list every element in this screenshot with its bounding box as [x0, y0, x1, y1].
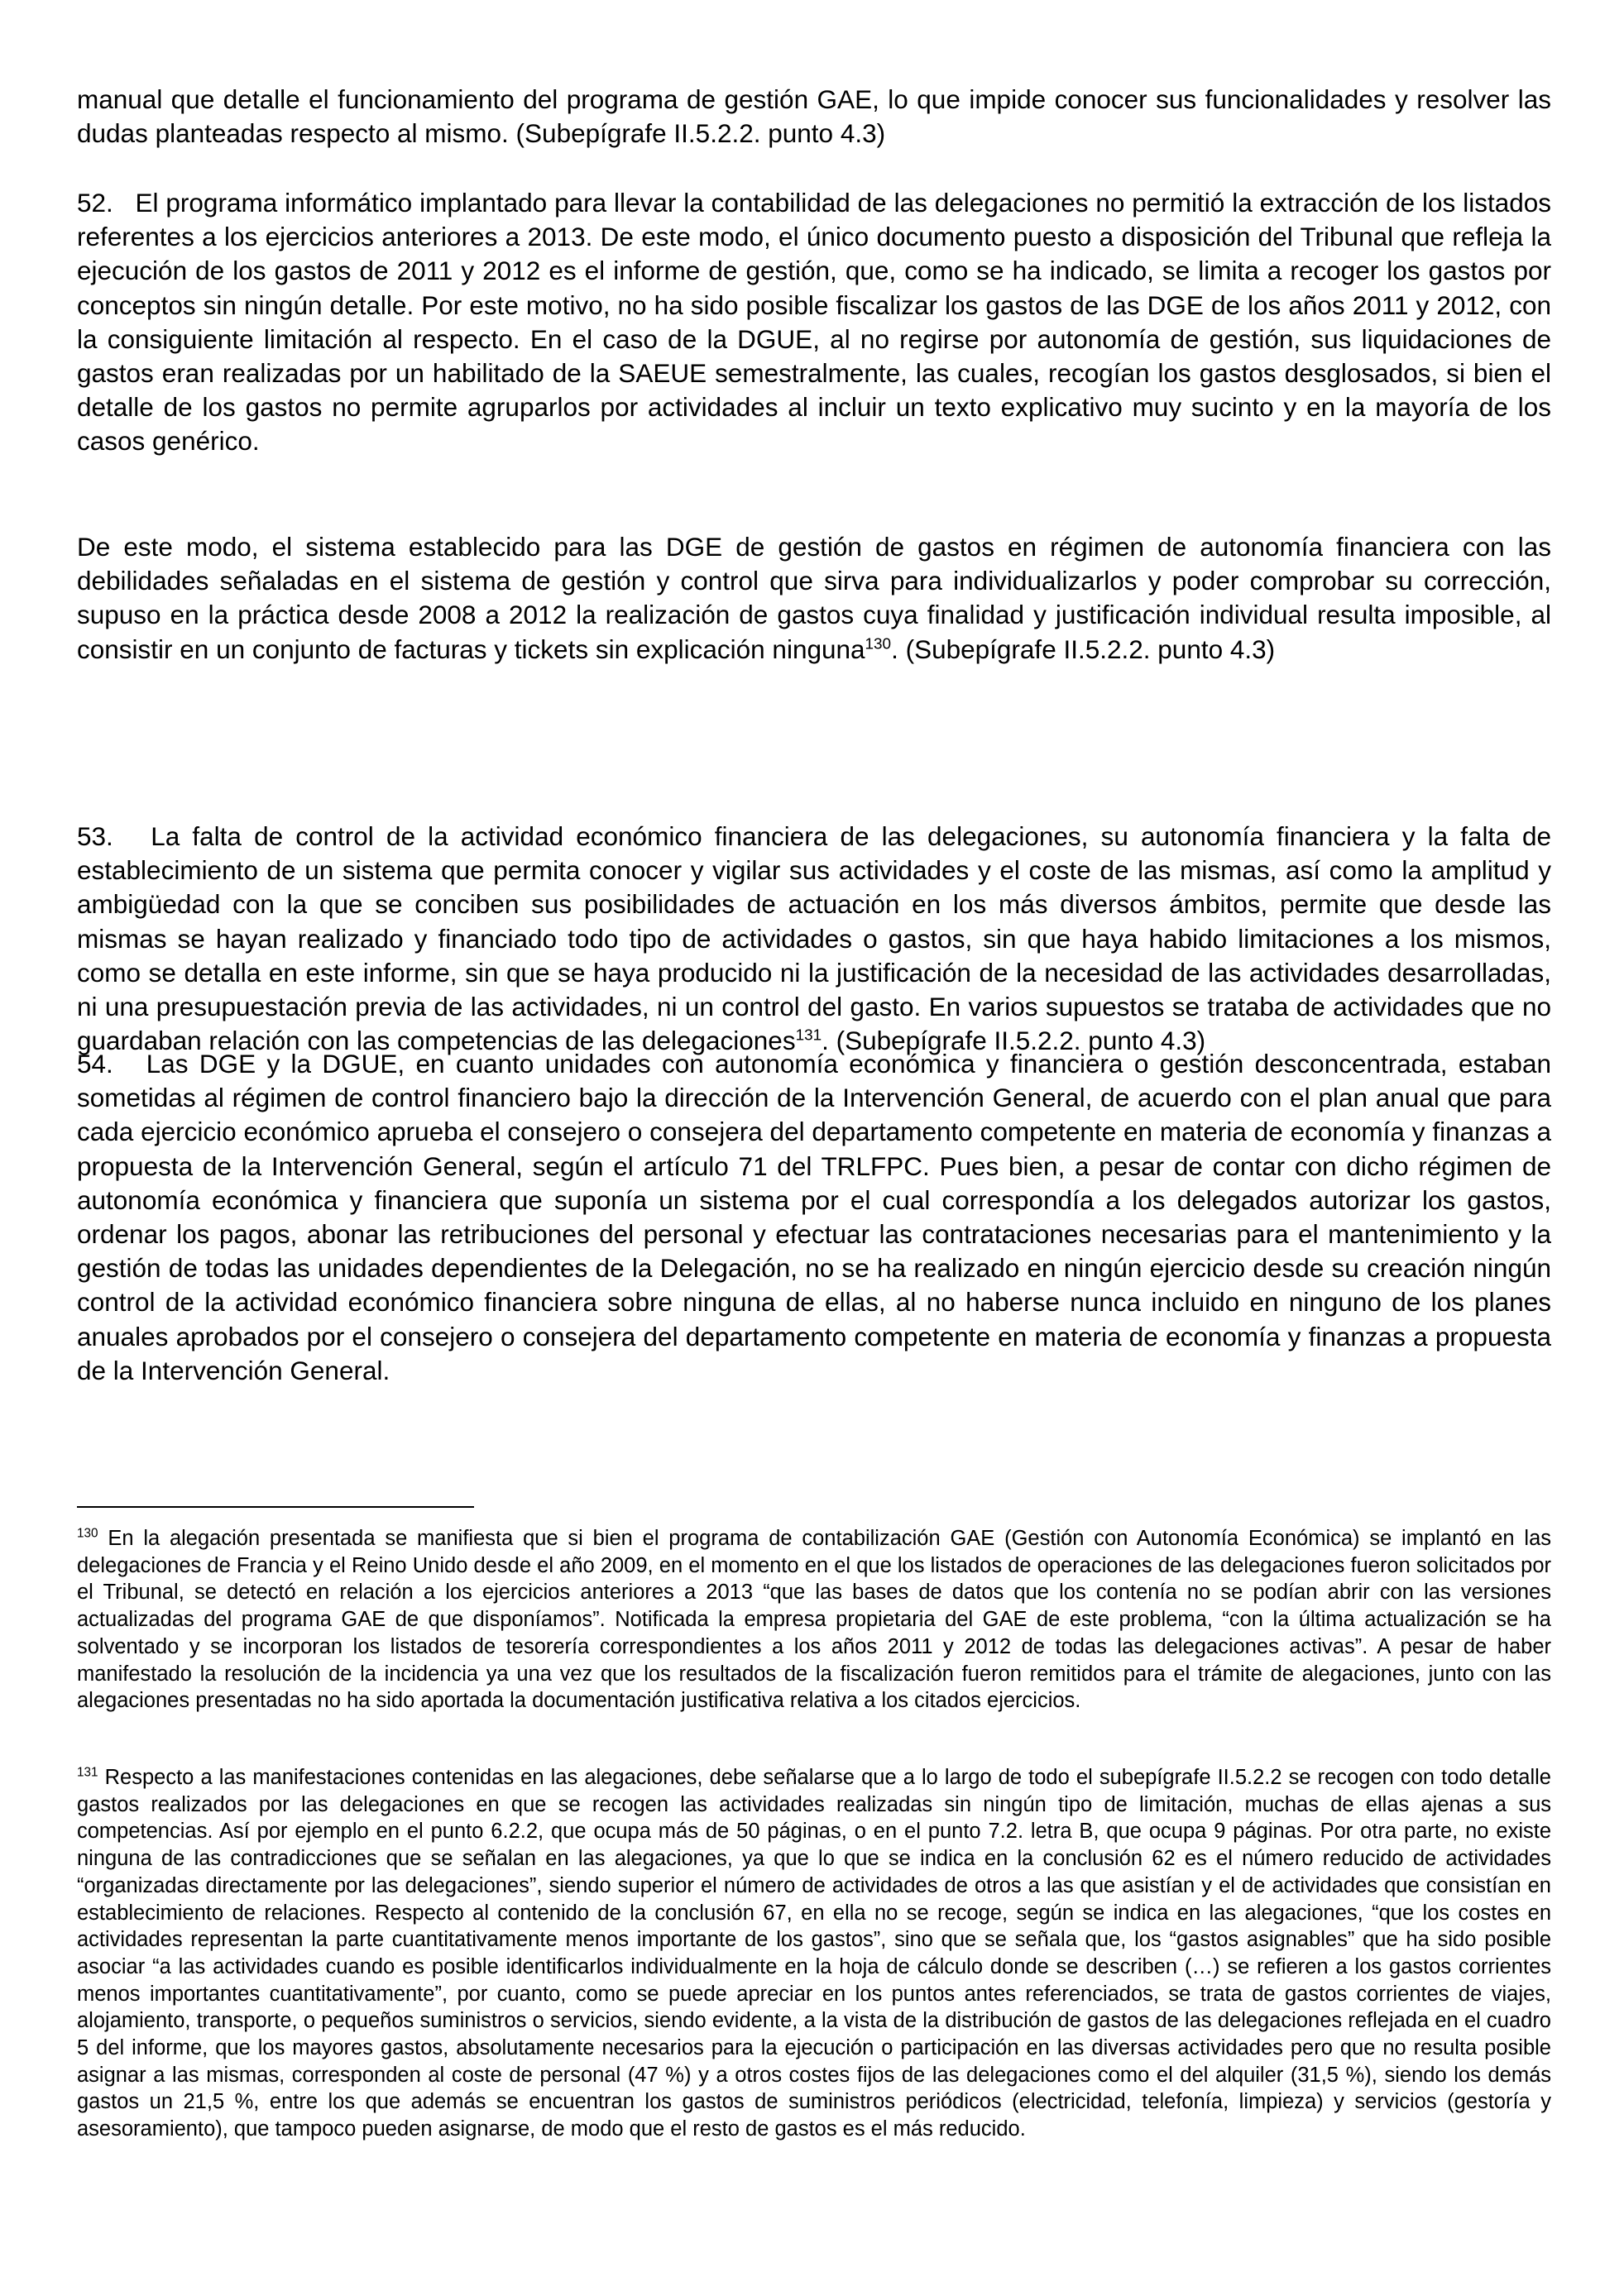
footnote-divider	[77, 1506, 474, 1508]
paragraph-51-end: manual que detalle el funcionamiento del programa de gestión GAE, lo que impide conocer sus funcionalidades y resolver las dudas planteadas respecto al mismo. (Subepígrafe II.5.2.2. punto 4.3)	[77, 84, 1551, 149]
paragraph-52: 52. El programa informático implantado para llevar la contabilidad de las delegaciones no permitió la extracción de los listados referentes a los ejercicios anteriores a 2013. De este modo, el único documento puesto a disposición del Tribunal que refleja la ejecución de los gastos de 2011 y 2012 es el informe de gestión, que, como se ha indicado, se limita a recoger los gastos por conceptos sin ningún detalle. Por este motivo, no ha sido posible fiscalizar los gastos de las DGE de los años 2011 y 2012, con la consiguiente limitación al respecto. En el caso de la DGUE, al no regirse por autonomía de gestión, sus liquidaciones de gastos eran realizadas por un habilitado de la SAEUE semestralmente, las cuales, recogían los gastos desglosados, si bien el detalle de los gastos no permite agruparlos por actividades al incluir un texto explicativo muy sucinto y en la mayoría de los casos genérico.	[77, 188, 1559, 457]
footnote-number: 131	[77, 1765, 98, 1780]
footnote-number: 130	[77, 1526, 98, 1541]
footnote-ref-131[interactable]: 131	[795, 1026, 822, 1045]
paragraph-text: 53. La falta de control de la actividad económico financiera de las delegaciones, su autonomía financiera y la falta de establecimiento de un sistema que permita conocer y vigilar sus actividades y el coste de las mismas, así como la amplitud y ambigüedad con la que se conciben sus posibilidades de actuación en los más diversos ámbitos, permite que desde las mismas se hayan realizado y financiado todo tipo de actividades o gastos, sin que haya habido limitaciones a los mismos, como se detalla en este informe, sin que se haya producido ni la justificación de la necesidad de las actividades desarrolladas, ni una presupuestación previa de las actividades, ni un control del gasto. En varios supuestos se trataba de actividades que no guardaban relación con las competencias de las delegaciones	[77, 821, 1559, 1056]
paragraph-53	[77, 820, 1559, 1058]
footnote-text: Respecto a las manifestaciones contenidas en las alegaciones, debe señalarse que a lo largo de todo el subepígrafe II.5.2.2 se recogen con todo detalle gastos realizados por las delegaciones en que se recogen las actividades realizadas sin ningún tipo de limitación, muchas de ellas ajenas a sus competencias. Así por ejemplo en el punto 6.2.2, que ocupa más de 50 páginas, o en el punto 7.2. letra B, que ocupa 9 páginas. Por otra parte, no existe ninguna de las contradicciones que se señalan en las alegaciones, ya que lo que se indica en la conclusión 62 es el número reducido de actividades “organizadas directamente por las delegaciones”, siendo superior el número de actividades de otros a las que asistían y el de actividades que consistían en establecimiento de relaciones. Respecto al contenido de la conclusión 67, en ella no se recoge, según se indica en las alegaciones, “que los costes en actividades representan la parte cuantitativamente menos importante de los gastos”, sino que se señala que, los “gastos asignables” que ha sido posible asociar “a las actividades cuando es posible identificarlos individualmente en la hoja de cálculo donde se describen (…) se refieren a los gastos corrientes menos importantes cuantitativamente”, por cuanto, como se puede apreciar en los puntos antes referenciados, se trata de gastos corrientes de viajes, alojamiento, transporte, o pequeños suministros o servicios, siendo evidente, a la vista de la distribución de gastos de las delegaciones reflejada en el cuadro 5 del informe, que los mayores gastos, absolutamente necesarios para la ejecución o participación en las diversas actividades pero que no resulta posible asignar a las mismas, corresponden al coste de personal (47 %) y a otros costes fijos de las delegaciones como el del alquiler (31,5 %), siendo los demás gastos un 21,5 %, entre los que además se encuentran los gastos de suministros periódicos (electricidad, telefonía, limpieza) y servicios (gestoría y asesoramiento), que tampoco pueden asignarse, de modo que el resto de gastos es el más reducido.	[77, 1766, 1551, 2141]
footnote-131	[77, 1764, 1551, 2143]
paragraph-tail: . (Subepígrafe II.5.2.2. punto 4.3)	[891, 634, 1276, 664]
paragraph-tail: . (Subepígrafe II.5.2.2. punto 4.3)	[822, 1026, 1206, 1056]
paragraph-54: 54. Las DGE y la DGUE, en cuanto unidades con autonomía económica y financiera o gestión desconcentrada, estaban sometidas al régimen de control financiero bajo la dirección de la Intervención General, de acuerdo con el plan anual que para cada ejercicio económico aprueba el consejero o consejera del departamento competente en materia de economía y finanzas a propuesta de la Intervención General, según el artículo 71 del TRLFPC. Pues bien, a pesar de contar con dicho régimen de autonomía económica y financiera que suponía un sistema por el cual correspondía a los delegados autorizar los gastos, ordenar los pagos, abonar las retribuciones del personal y efectuar las contrataciones necesarias para el mantenimiento y la gestión de todas las unidades dependientes de la Delegación, no se ha realizado en ningún ejercicio desde su creación ningún control de la actividad económico financiera sobre ninguna de ellas, al no haberse nunca incluido en ninguno de los planes anuales aprobados por el consejero o consejera del departamento competente en materia de economía y finanzas a propuesta de la Intervención General.	[77, 1049, 1559, 1385]
footnote-ref-130[interactable]: 130	[865, 635, 892, 653]
footnote-130	[77, 1525, 1551, 1715]
paragraph-52-conclusion	[77, 530, 1551, 667]
paragraph-text: De este modo, el sistema establecido para las DGE de gestión de gastos en régimen de autonomía financiera con las debilidades señaladas en el sistema de gestión y control que sirva para individualizarlos y poder comprobar su corrección, supuso en la práctica desde 2008 a 2012 la realización de gastos cuya finalidad y justificación individual resulta imposible, al consistir en un conjunto de facturas y tickets sin explicación ninguna	[77, 532, 1551, 664]
footnote-text: En la alegación presentada se manifiesta que si bien el programa de contabilización GAE (Gestión con Autonomía Económica) se implantó en las delegaciones de Francia y el Reino Unido desde el año 2009, en el momento en el que los listados de operaciones de las delegaciones fueron solicitados por el Tribunal, se detectó en relación a los ejercicios anteriores a 2013 “que las bases de datos que los contenía no se podían abrir con las versiones actualizadas del programa GAE de que disponíamos”. Notificada la empresa propietaria del GAE de este problema, “con la última actualización se ha solventado y se incorporan los listados de tesorería correspondientes a los años 2011 y 2012 de todas las delegaciones activas”. A pesar de haber manifestado la resolución de la incidencia ya una vez que los resultados de la fiscalización fueron remitidos para el trámite de alegaciones, junto con las alegaciones presentadas no ha sido aportada la documentación justificativa relativa a los citados ejercicios.	[77, 1527, 1551, 1713]
